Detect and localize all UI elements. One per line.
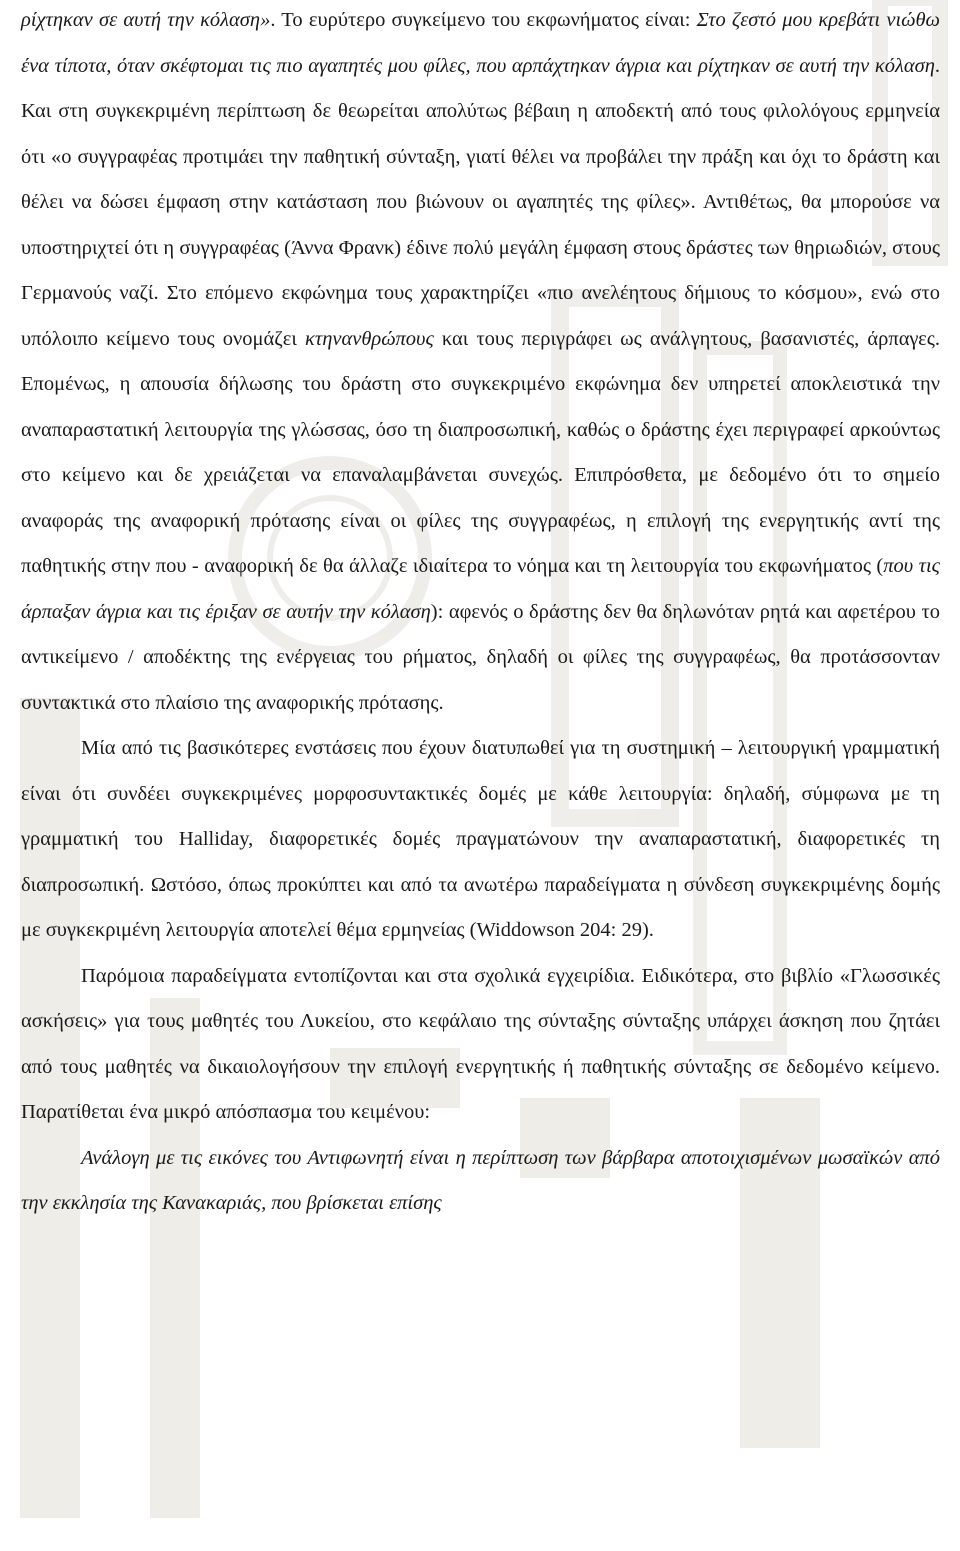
text-run: κτηνανθρώπους xyxy=(305,327,434,350)
text-run: Μία από τις βασικότερες ενστάσεις που έχουν διατυπωθεί για τη συστημική – λειτουργική γραμματική είναι ότι συνδέει συγκεκριμένες μορφοσυντακτικές δομές με κάθε λειτουργία: δηλαδή, σύμφωνα με τη γραμματική του Halliday, διαφορετικές δομές πραγματώνουν την αναπαραστατική, διαφορετικές τη διαπροσωπική. Ωστόσο, όπως προκύπτει και από τα ανωτέρω παραδείγματα η σύνδεση συγκεκριμένης δομής με συγκεκριμένη λειτουργία αποτελεί θέμα ερμηνείας (Widdowson 204: 29). xyxy=(21,737,940,941)
text-run: και τους περιγράφει ως ανάλγητους, βασανιστές, άρπαγες. Επομένως, η απουσία δήλωσης του δράστη στο συγκεκριμένο εκφώνημα δεν υπηρετεί αποκλειστικά την αναπαραστατική λειτουργία της γλώσσας, όσο τη διαπροσωπική, καθώς ο δράστης έχει περιγραφεί αρκούντως στο κείμενο και δε χρειάζεται να επαναλαμβάνεται συνεχώς. Επιπρόσθετα, με δεδομένο ότι το σημείο αναφοράς της αναφορική πρότασης είναι οι φίλες της συγγραφέως, η επιλογή της ενεργητικής αντί της παθητικής στην που - αναφορική δε θα άλλαζε ιδιαίτερα το νόημα και τη λειτουργία του εκφωνήματος ( xyxy=(21,327,940,577)
text-run: . Το ευρύτερο συγκείμενο του εκφωνήματος είναι: xyxy=(270,9,697,31)
paragraph-3 xyxy=(21,954,940,1136)
text-run: ρίχτηκαν σε αυτή την κόλαση» xyxy=(21,9,271,31)
text-run: που τις άρπαξαν άγρια και τις έριξαν σε αυτήν την κόλαση xyxy=(21,555,940,623)
text-run: . Και στη συγκεκριμένη περίπτωση δε θεωρείται απολύτως βέβαιη η αποδεκτή από τους φιλολόγους ερμηνεία ότι «ο συγγραφέας προτιμάει την παθητική σύνταξη, γιατί θέλει να προβάλει την πράξη και όχι το δράστη και θέλει να δώσει έμφαση στην κατάσταση που βιώνουν οι αγαπητές της φίλες». Αντιθέτως, θα μπορούσε να υποστηριχτεί ότι η συγγραφέας (Άννα Φρανκ) έδινε πολύ μεγάλη έμφαση στους δράστες των θηριωδιών, στους Γερμανούς ναζί. Στο επόμενο εκφώνημα τους χαρακτηρίζει «πιο ανελέητους δήμιους το κόσμου», ενώ στο υπόλοιπο κείμενο τους ονομάζει xyxy=(21,54,940,350)
text-run: ): αφενός ο δράστης δεν θα δηλωνόταν ρητά και αφετέρου το αντικείμενο / αποδέκτης της ενέργειας του ρήματος, δηλαδή οι φίλες της συγγραφέως, θα προτάσσονταν συντακτικά στο πλαίσιο της αναφορικής πρότασης. xyxy=(21,600,940,714)
text-run: Ανάλογη με τις εικόνες του Αντιφωνητή είναι η περίπτωση των βάρβαρα αποτοιχισμένων μωσαϊκών από την εκκλησία της Κανακαριάς, που βρίσκεται επίσης xyxy=(21,1146,940,1214)
text-run: Παρόμοια παραδείγματα εντοπίζονται και στα σχολικά εγχειρίδια. Ειδικότερα, στο βιβλίο «Γλωσσικές ασκήσεις» για τους μαθητές του Λυκείου, στο κεφάλαιο της σύνταξης σύνταξης υπάρχει άσκηση που ζητάει από τους μαθητές να δικαιολογήσουν την επιλογή ενεργητικής ή παθητικής σύνταξης σε δεδομένο κείμενο. Παρατίθεται ένα μικρό απόσπασμα του κειμένου: xyxy=(21,964,940,1123)
text-run: Στο ζεστό μου κρεβάτι νιώθω ένα τίποτα, όταν σκέφτομαι τις πιο αγαπητές μου φίλες, που αρπάχτηκαν άγρια και ρίχτηκαν σε αυτή την κόλαση xyxy=(21,9,940,77)
paragraph-1 xyxy=(21,0,940,726)
paragraph-2 xyxy=(21,726,940,954)
paragraph-4-quote xyxy=(21,1136,940,1227)
